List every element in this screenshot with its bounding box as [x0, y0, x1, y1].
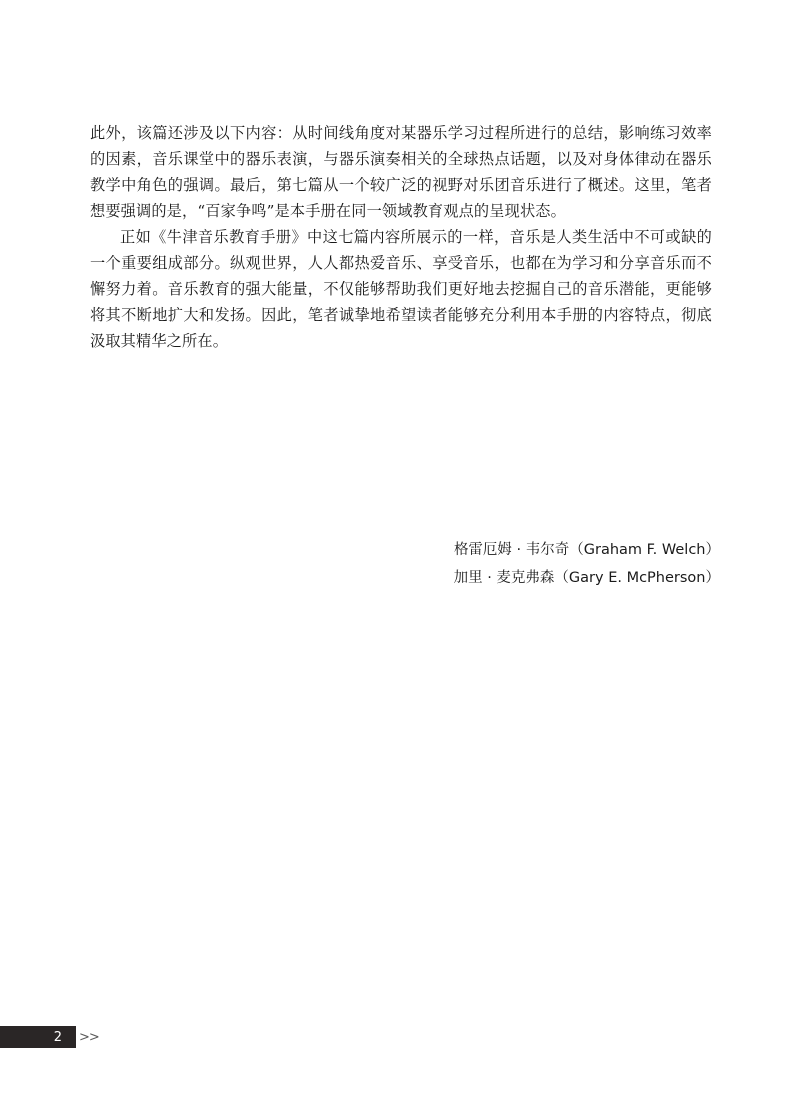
paragraph-1: 此外，该篇还涉及以下内容：从时间线角度对某器乐学习过程所进行的总结，影响练习效率的因素，音乐课堂中的器乐表演，与器乐演奏相关的全球热点话题，以及对身体律动在器乐教学中角色的强调。最后，第七篇从一个较广泛的视野对乐团音乐进行了概述。这里，笔者想要强调的是，“百家争鸣”是本手册在同一领域教育观点的呈现状态。	[90, 124, 712, 220]
page-footer	[0, 1026, 99, 1048]
body-text	[90, 120, 712, 354]
author-mcpherson: 加里 · 麦克弗森（Gary E. McPherson）	[453, 570, 720, 586]
author-signatures	[454, 536, 720, 592]
paragraph-2: 正如《牛津音乐教育手册》中这七篇内容所展示的一样，音乐是人类生活中不可或缺的一个重要组成部分。纵观世界，人人都热爱音乐、享受音乐，也都在为学习和分享音乐而不懈努力着。音乐教育的强大能量，不仅能够帮助我们更好地去挖掘自己的音乐潜能，更能够将其不断地扩大和发扬。因此，笔者诚挚地希望读者能够充分利用本手册的内容特点，彻底汲取其精华之所在。	[90, 228, 712, 350]
author-welch: 格雷厄姆 · 韦尔奇（Graham F. Welch）	[453, 542, 720, 558]
double-chevron-right-icon: >>	[79, 1029, 99, 1045]
page-number: 2	[53, 1029, 62, 1045]
page-number-badge	[0, 1026, 76, 1048]
